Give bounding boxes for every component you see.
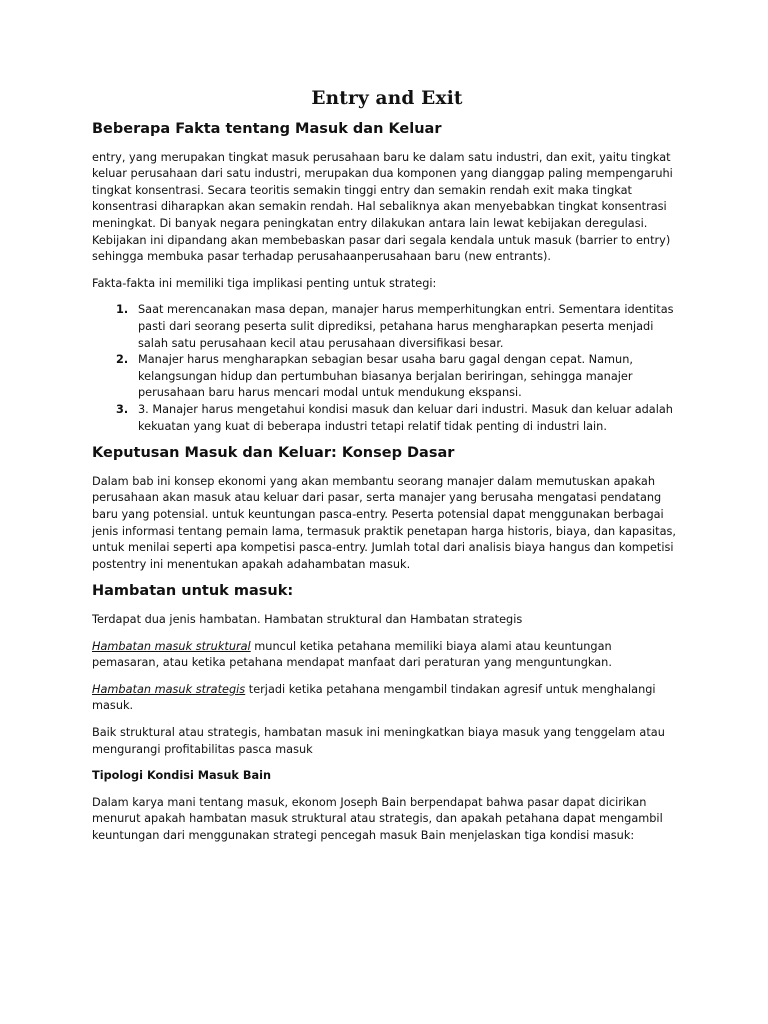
paragraph-barrier-effect: Baik struktural atau strategis, hambatan masuk ini meningkatkan biaya masuk yang tenggelam atau mengurangi profitabilitas pasca masuk	[92, 726, 665, 756]
section-heading-facts: Beberapa Fakta tentang Masuk dan Keluar	[92, 121, 442, 137]
strategic-barrier-text: terjadi ketika petahana mengambil tindakan agresif untuk menghalangi masuk.	[92, 682, 656, 713]
section-heading-basic-concept: Keputusan Masuk dan Keluar: Konsep Dasar	[92, 445, 455, 462]
implications-list	[92, 302, 682, 435]
list-number: 1.	[116, 303, 129, 317]
list-item-text: Manajer harus mengharapkan sebagian besar usaha baru gagal dengan cepat. Namun, kelangsungan hidup dan pertumbuhan biasanya berjalan beriringan, sehingga manajer perusahaan baru harus mencari modal untuk mendukung ekspansi.	[138, 353, 633, 400]
term-strategic-barrier: Hambatan masuk strategis	[92, 682, 246, 696]
structural-barrier-text: muncul ketika petahana memiliki biaya alami atau keuntungan pemasaran, atau ketika petahana mendapat manfaat dari peraturan yang menguntungkan.	[92, 639, 612, 670]
paragraph-bain-conditions: Dalam karya mani tentang masuk, ekonom Joseph Bain berpendapat bahwa pasar dapat dicirikan menurut apakah hambatan masuk struktural atau strategis, dan apakah petahana dapat mengambil keuntungan dari menggunakan strategi pencegah masuk Bain menjelaskan tiga kondisi masuk:	[92, 795, 663, 843]
subheading-bain-typology: Tipologi Kondisi Masuk Bain	[92, 769, 272, 783]
paragraph-entry-exit-definition: entry, yang merupakan tingkat masuk perusahaan baru ke dalam satu industri, dan exit, yaitu tingkat keluar perusahaan dari satu industri, merupakan dua komponen yang dianggap paling mempengaruhi tingkat konsentrasi. Secara teoritis semakin tinggi entry dan semakin rendah exit maka tingkat konsentrasi diharapkan akan semakin rendah. Hal sebaliknya akan menyebabkan tingkat konsentrasi meningkat. Di banyak negara peningkatan entry dilakukan antara lain lewat kebijakan deregulasi. Kebijakan ini dipandang akan membebaskan pasar dari segala kendala untuk masuk (barrier to entry) sehingga membuka pasar terhadap perusahaanperusahaan baru (new entrants).	[92, 150, 673, 264]
paragraph-implications-intro: Fakta-fakta ini memiliki tiga implikasi penting untuk strategi:	[92, 276, 437, 290]
paragraph-barrier-types: Terdapat dua jenis hambatan. Hambatan struktural dan Hambatan strategis	[92, 613, 523, 627]
paragraph-basic-concept: Dalam bab ini konsep ekonomi yang akan membantu seorang manajer dalam memutuskan apakah perusahaan akan masuk atau keluar dari pasar, serta manajer yang berusaha mengatasi pendatang baru yang potensial. untuk keuntungan pasca-entry. Peserta potensial dapat menggunakan berbagai jenis informasi tentang pemain lama, termasuk praktik penetapan harga historis, biaya, dan kapasitas, untuk menilai seperti apa kompetisi pasca-entry. Jumlah total dari analisis biaya hangus dan kompetisi postentry ini menentukan apakah adahambatan masuk.	[92, 474, 676, 571]
list-item	[92, 402, 682, 435]
section-heading-barriers: Hambatan untuk masuk:	[92, 583, 294, 600]
list-number: 2.	[116, 353, 129, 367]
list-number: 3.	[116, 402, 129, 416]
list-item	[92, 352, 682, 402]
document-body	[92, 88, 682, 855]
document-title: Entry and Exit	[311, 88, 463, 109]
paragraph-structural-barrier	[92, 639, 682, 672]
list-item	[92, 302, 682, 352]
paragraph-strategic-barrier	[92, 682, 682, 715]
list-item-text: Saat merencanakan masa depan, manajer harus memperhitungkan entri. Sementara identitas pasti dari seorang peserta sulit diprediksi, petahana harus mengharapkan peserta menjadi salah satu perusahaan kecil atau perusahaan diversifikasi besar.	[138, 303, 674, 350]
term-structural-barrier: Hambatan masuk struktural	[92, 639, 251, 653]
list-item-text: 3. Manajer harus mengetahui kondisi masuk dan keluar dari industri. Masuk dan keluar adalah kekuatan yang kuat di beberapa industri tetapi relatif tidak penting di industri lain.	[138, 402, 673, 433]
